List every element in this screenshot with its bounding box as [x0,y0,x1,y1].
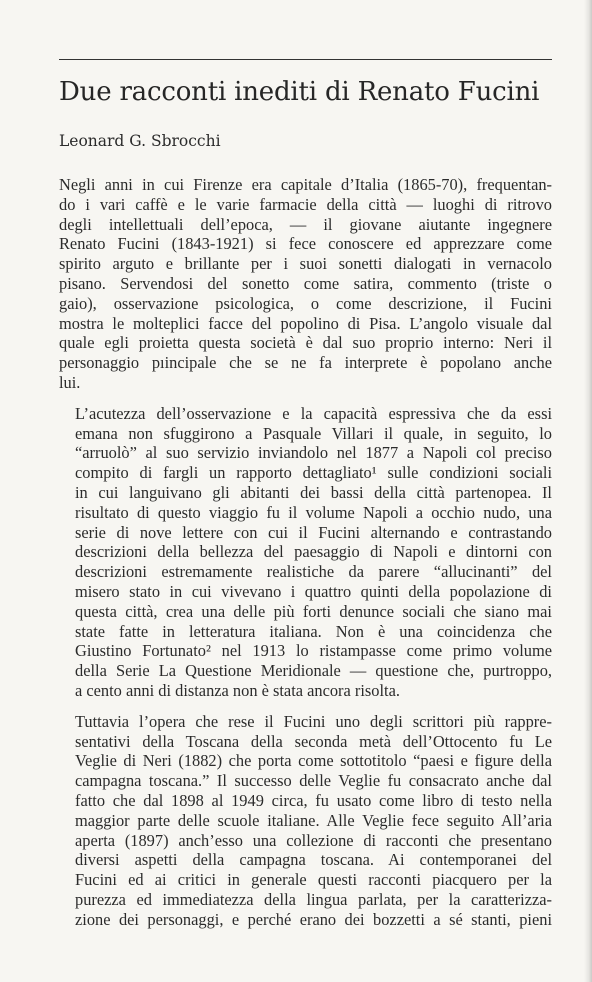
text-line: zione dei personaggi, e perché erano dei bozzetti a sé stanti, pieni [75,909,552,929]
text-line: personaggio pıincipale che se ne fa interprete è popolano anche [59,353,552,373]
text-line: descrizioni della bellezza del paesaggio di Napoli e dintorni con [75,542,552,562]
text-line: emana non sfuggirono a Pasquale Villari il quale, in seguito, lo [75,423,552,443]
text-line: campagna toscana.” Il successo delle Veglie fu consacrato anche dal [75,771,552,791]
text-line: diversi aspetti della campagna toscana. Ai contemporanei del [75,850,552,870]
article-title: Due racconti inediti di Renato Fucini [59,77,540,107]
text-line: do i vari caffè e le varie farmacie della città — luoghi di ritrovo [59,194,552,214]
text-line: purezza ed immediatezza della lingua parlata, per la caratterizza- [75,889,552,909]
text-line: compito di fargli un rapporto dettagliato¹ sulle condizioni sociali [75,463,552,483]
text-line: risultato di questo viaggio fu il volume Napoli a occhio nudo, una [75,502,552,522]
text-line: serie di nove lettere con cui il Fucini alternando e contrastando [75,522,552,542]
text-line: descrizioni estremamente realistiche da parere “allucinanti” del [75,562,552,582]
text-line: gaio), osservazione psicologica, o come descrizione, il Fucini [59,293,552,313]
text-line: mostra le molteplici facce del popolino di Pisa. L’angolo visuale dal [59,313,552,333]
text-line: della Serie La Questione Meridionale — questione che, purtroppo, [75,661,552,681]
text-line: Veglie di Neri (1882) che porta come sottotitolo “paesi e figure della [75,751,552,771]
text-line: Tuttavia l’opera che rese il Fucini uno degli scrittori più rappre- [75,711,552,731]
article-author: Leonard G. Sbrocchi [59,132,221,150]
text-line: quale egli proietta questa società è dal suo proprio interno: Neri il [59,333,552,353]
text-line: maggior parte delle scuole italiane. Alle Veglie fece seguito All’aria [75,810,552,830]
text-line: state fatte in letteratura italiana. Non è una coincidenza che [75,621,552,641]
text-line: questa città, crea una delle più forti denunce sociali che siano mai [75,601,552,621]
text-line: pisano. Servendosi del sonetto come satira, commento (triste o [59,273,552,293]
text-line: Giustino Fortunato² nel 1913 lo ristampasse come primo volume [75,641,552,661]
text-line: Negli anni in cui Firenze era capitale d’Italia (1865-70), frequentan- [59,175,552,194]
text-line: sentativi della Toscana della seconda metà dell’Ottocento fu Le [75,731,552,751]
text-line: Fucini ed ai critici in generale questi racconti piacquero per la [75,870,552,890]
text-line: “arruolò” al suo servizio inviandolo nel 1877 a Napoli col preciso [75,443,552,463]
paragraph-1 [59,175,552,393]
text-line: degli intellettuali dell’epoca, — il giovane aiutante ingegnere [59,214,552,234]
text-line: a cento anni di distanza non è stata ancora risolta. [75,680,400,700]
text-line: L’acutezza dell’osservazione e la capacità espressiva che da essi [75,403,552,423]
text-line: Renato Fucini (1843-1921) si fece conoscere ed apprezzare come [59,234,552,254]
text-line: in cui languivano gli abitanti dei bassi della città partenopea. Il [75,482,552,502]
text-line: fatto che dal 1898 al 1949 circa, fu usato come libro di testo nella [75,790,552,810]
text-line: spirito arguto e brillante per i suoi sonetti dialogati in vernacolo [59,254,552,274]
page-edge-shadow [584,0,592,982]
text-line: lui. [59,372,81,392]
header-rule [59,59,552,60]
text-line: aperta (1897) anch’esso una collezione di racconti che presentano [75,830,552,850]
paragraph-3 [59,712,552,930]
article-body [59,175,552,940]
text-line: misero stato in cui vivevano i quattro quinti della popolazione di [75,581,552,601]
paragraph-2 [59,404,552,701]
